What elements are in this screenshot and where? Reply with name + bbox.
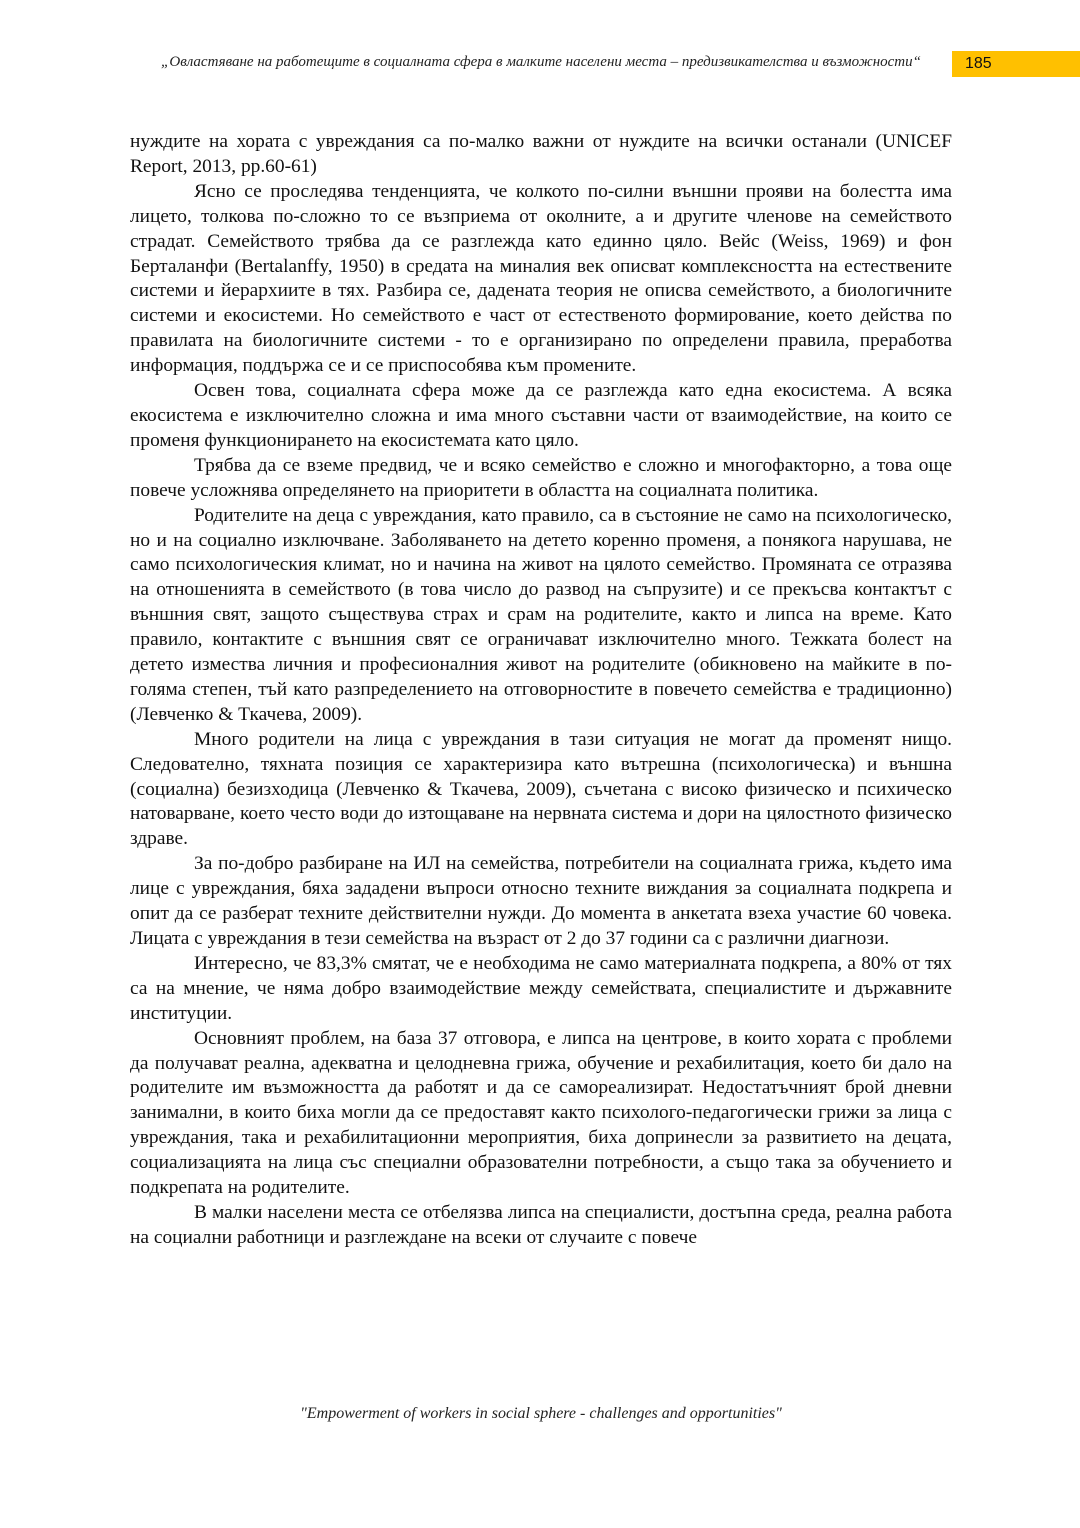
- paragraph: Ясно се проследява тенденцията, че колкото по-силни външни прояви на болестта има лицето, толкова по-сложно то се възприема от околните, а и другите членове на семейството страдат. Семейството трябва да се разглежда като единно цяло. Вейс (Weiss, 1969) и фон Берталанфи (Bertalanffy, 1950) в средата на миналия век описват комплексността на естествените системи и йерархиите в тях. Разбира се, дадената теория не описва семейството, а биологичните системи и екосистеми. Но семейството е част от естественото формирование, което действа по правилата на биологичните системи - то е организирано по определени правила, преработва информация, поддържа се и се приспособява към промените.: [130, 180, 952, 377]
- paragraph: За по-добро разбиране на ИЛ на семейства, потребители на социалната грижа, където има лице с увреждания, бяха зададени въпроси относно техните виждания за социалната подкрепа и опит да се разберат техните действителни нужди. До момента в анкетата взеха участие 60 човека. Лицата с увреждания в тези семейства на възраст от 2 до 37 години са с различни диагнози.: [130, 853, 952, 949]
- paragraph: Интересно, че 83,3% смятат, че е необходима не само материалната подкрепа, а 80% от тях са на мнение, че няма добро взаимодействие между семействата, специалистите и държавните институции.: [130, 952, 952, 1024]
- page-number-badge: 185: [952, 51, 1080, 77]
- paragraph: нуждите на хората с увреждания са по-малко важни от нуждите на всички останали (UNICEF Report, 2013, pp.60-61): [130, 131, 952, 177]
- paragraph: Основният проблем, на база 37 отговора, е липса на центрове, в които хората с проблеми да получават реална, адекватна и целодневна грижа, обучение и рехабилитация, което би дало на родителите им възможността да работят и да се самореализират. Недостатъчният брой дневни занимални, в които биха могли да се предоставят както психолого-педагогически грижи за лица с увреждания, така и рехабилитационни мероприятия, биха допринесли за развитието на децата, социализацията на лица със специални образователни потребности, а също така за обучението и подкрепата на родителите.: [130, 1027, 952, 1199]
- running-header: „Овластяване на работещите в социалната сфера в малките населени места – предизвикателства и възможности“: [161, 54, 921, 70]
- paragraph: Родителите на деца с увреждания, като правило, са в състояние не само на психологическо, но и на социално изключване. Заболяването на детето коренно променя, а понякога нарушава, не само психологическия климат, но и начина на живот на цялото семейство. Промяната се отразява на отношенията в семейството (в това число до развод на съпрузите) и се прекъсва контактът с външния свят, защото съществува страх и срам на родителите, както и липса на време. Като правило, контактите с външния свят се ограничават изключително много. Тежката болест на детето измества личния и професионалния живот на родителите (обикновено на майките в по-голяма степен, тъй като разпределението на отговорностите в повечето семейства е традиционно) (Левченко & Ткачева, 2009).: [130, 504, 952, 725]
- paragraph: Трябва да се вземе предвид, че и всяко семейство е сложно и многофакторно, а това още повече усложнява определянето на приоритети в областта на социалната политика.: [130, 454, 952, 501]
- running-footer: "Empowerment of workers in social sphere - challenges and opportunities": [300, 1405, 782, 1422]
- body-text: [130, 130, 952, 1251]
- paragraph: Освен това, социалната сфера може да се разглежда като една екосистема. А всяка екосистема е изключително сложна и има много съставни части от взаимодействие, на които се променя функционирането на екосистемата като цяло.: [130, 380, 952, 451]
- paragraph: Много родители на лица с увреждания в тази ситуация не могат да променят нищо. Следователно, тяхната позиция се характеризира като вътрешна (психологическа) и външна (социална) безизходица (Левченко & Ткачева, 2009), съчетана с високо физическо и психическо натоварване, което често води до изтощаване на нервната система и дори на цялостното физическо здраве.: [130, 728, 952, 850]
- paragraph: В малки населени места се отбелязва липса на специалисти, достъпна среда, реална работа на социални работници и разглеждане на всеки от случаите с повече: [130, 1201, 952, 1248]
